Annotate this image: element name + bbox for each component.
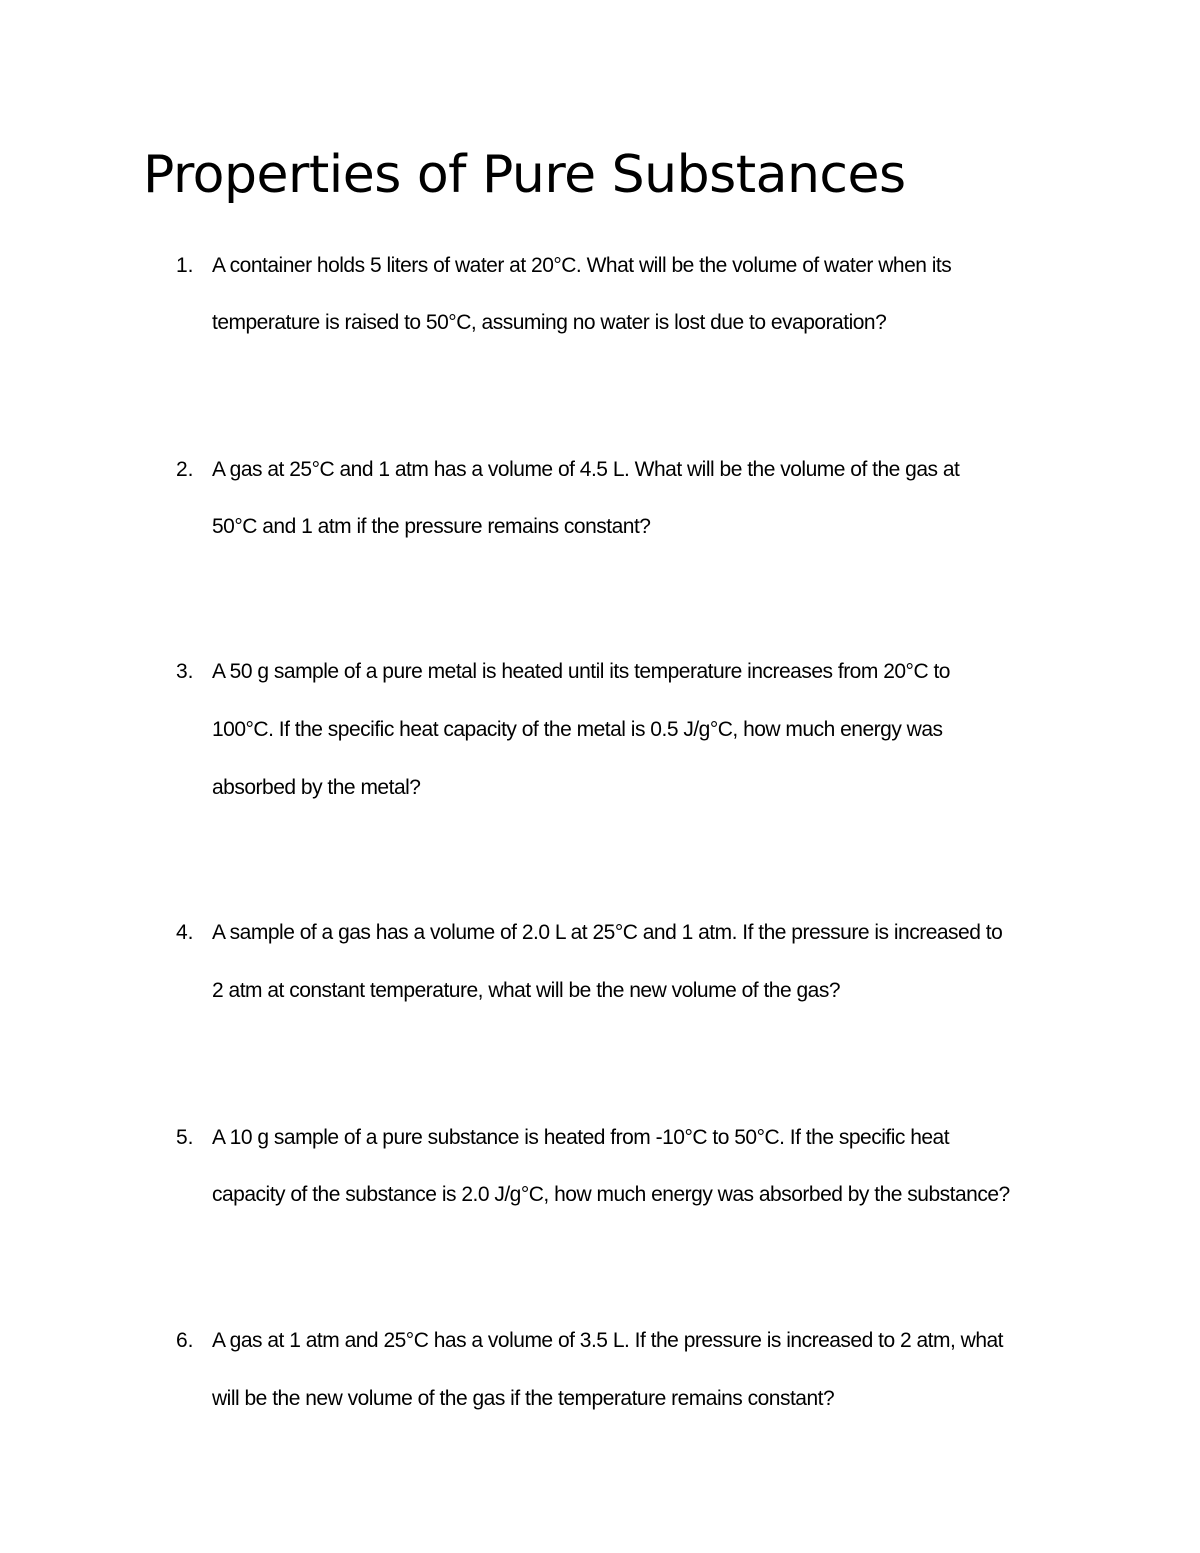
question-text-line: absorbed by the metal? — [212, 776, 421, 799]
question-text-line: A 50 g sample of a pure metal is heated until its temperature increases from 20°C to — [212, 660, 950, 683]
question-text-line: A sample of a gas has a volume of 2.0 L at 25°C and 1 atm. If the pressure is increased to — [212, 921, 1003, 944]
question-number: 1. — [176, 254, 194, 277]
question-text-line: A gas at 25°C and 1 atm has a volume of 4.5 L. What will be the volume of the gas at — [212, 458, 960, 481]
question-text-line: A container holds 5 liters of water at 20°C. What will be the volume of water when its — [212, 254, 952, 277]
question-text-line: A 10 g sample of a pure substance is heated from -10°C to 50°C. If the specific heat — [212, 1126, 950, 1149]
document-title: Properties of Pure Substances — [143, 145, 906, 205]
question-number: 2. — [176, 458, 194, 481]
question-text-line: 100°C. If the specific heat capacity of the metal is 0.5 J/g°C, how much energy was — [212, 718, 943, 741]
question-text-line: 50°C and 1 atm if the pressure remains constant? — [212, 515, 651, 538]
question-number: 5. — [176, 1126, 194, 1149]
question-text-line: 2 atm at constant temperature, what will be the new volume of the gas? — [212, 979, 841, 1002]
question-number: 3. — [176, 660, 194, 683]
question-text-line: will be the new volume of the gas if the temperature remains constant? — [212, 1387, 835, 1410]
question-text-line: A gas at 1 atm and 25°C has a volume of 3.5 L. If the pressure is increased to 2 atm, what — [212, 1329, 1004, 1352]
question-number: 4. — [176, 921, 194, 944]
question-number: 6. — [176, 1329, 194, 1352]
question-text-line: temperature is raised to 50°C, assuming no water is lost due to evaporation? — [212, 311, 887, 334]
question-text-line: capacity of the substance is 2.0 J/g°C, how much energy was absorbed by the substance? — [212, 1183, 1010, 1206]
